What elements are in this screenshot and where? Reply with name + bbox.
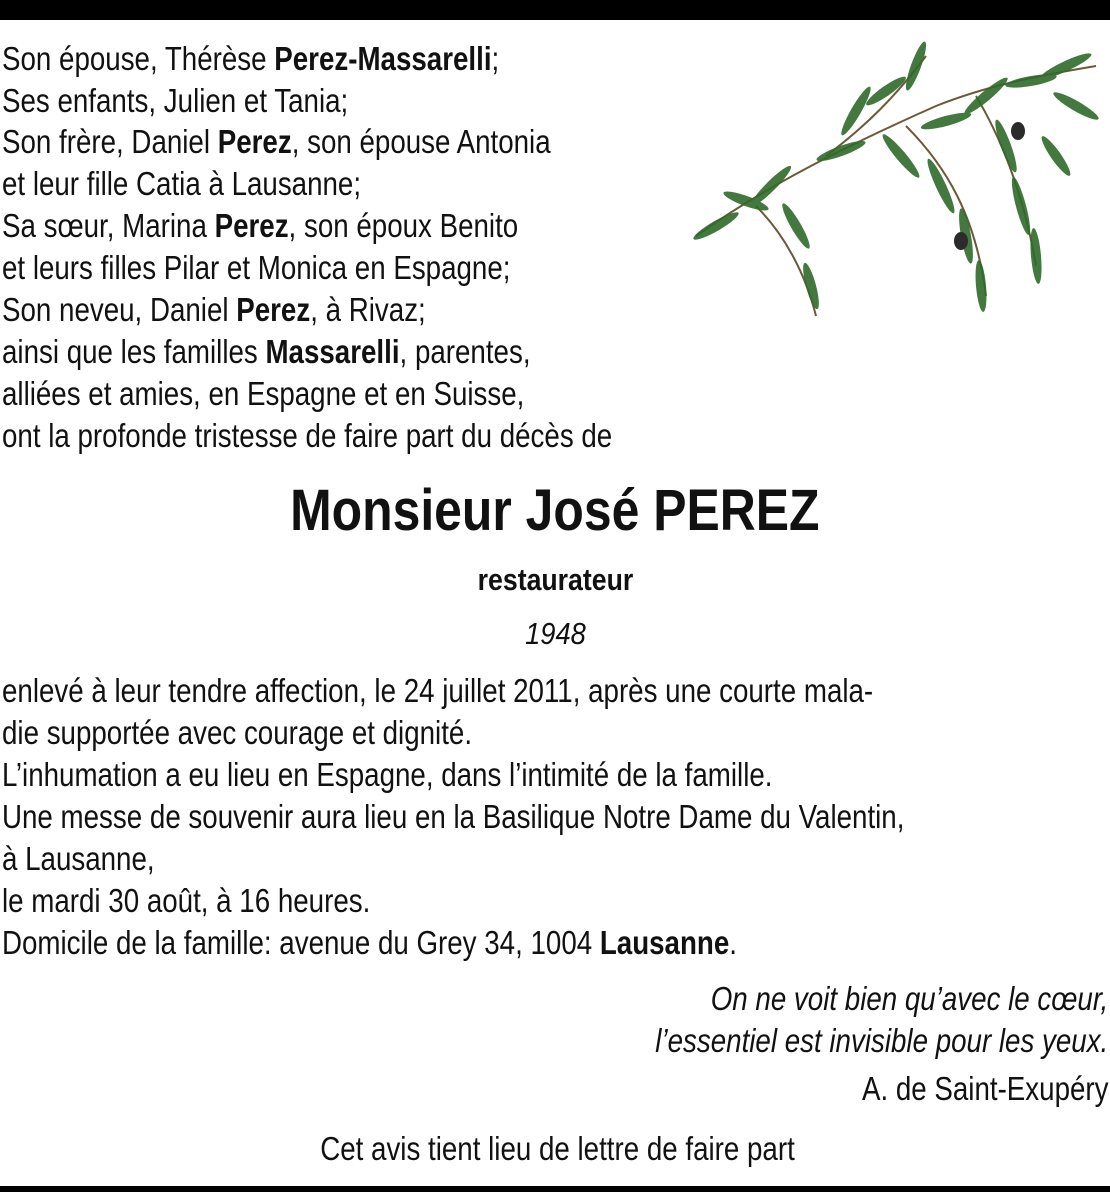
family-line-10: ont la profonde tristesse de faire part du décès de <box>2 417 613 454</box>
text-segment: Son épouse, Thérèse <box>2 40 275 77</box>
olive-branch-icon <box>676 36 1108 366</box>
text-segment: Domicile de la famille: avenue du Grey 34, 1004 <box>2 924 600 961</box>
bold-surname: Massarelli <box>265 333 400 370</box>
quote-author: A. de Saint-Exupéry <box>861 1070 1108 1107</box>
quote-line-2: l’essentiel est invisible pour les yeux. <box>655 1022 1108 1059</box>
birth-year <box>0 614 1110 654</box>
quote-line-1: On ne voit bien qu’avec le cœur, <box>710 980 1108 1017</box>
body-line-7 <box>2 922 737 964</box>
family-line-1 <box>2 38 499 80</box>
top-rule <box>0 0 1110 20</box>
body-line-5: à Lausanne, <box>2 840 155 877</box>
bold-surname: Perez <box>236 291 311 328</box>
body-line-3: L’inhumation a eu lieu en Espagne, dans l’intimité de la famille. <box>2 756 773 793</box>
text-segment: , à Rivaz; <box>310 291 426 328</box>
body-line-6: le mardi 30 août, à 16 heures. <box>2 882 371 919</box>
text-segment: . <box>729 924 737 961</box>
text-segment: Son frère, Daniel <box>2 123 218 160</box>
family-line-2: Ses enfants, Julien et Tania; <box>2 82 349 119</box>
text-segment: Sa sœur, Marina <box>2 207 215 244</box>
bold-surname: Perez <box>217 123 292 160</box>
family-line-7 <box>2 289 426 331</box>
bold-surname: Perez-Massarelli <box>274 40 492 77</box>
family-line-3 <box>2 121 551 163</box>
body-line-4: Une messe de souvenir aura lieu en la Basilique Notre Dame du Valentin, <box>2 798 905 835</box>
deceased-name <box>0 474 1110 548</box>
profession-text: restaurateur <box>477 562 633 597</box>
deceased-profession <box>0 560 1110 600</box>
family-line-5 <box>2 205 518 247</box>
footer-note <box>0 1128 1110 1170</box>
family-line-8 <box>2 331 531 373</box>
text-segment: , son épouse Antonia <box>291 123 551 160</box>
bold-city: Lausanne <box>599 924 730 961</box>
family-line-9: alliées et amies, en Espagne et en Suisse, <box>2 375 525 412</box>
text-segment: , son époux Benito <box>288 207 519 244</box>
family-line-6: et leurs filles Pilar et Monica en Espagne; <box>2 249 511 286</box>
bold-surname: Perez <box>214 207 289 244</box>
family-line-4: et leur fille Catia à Lausanne; <box>2 165 362 202</box>
text-segment: ; <box>491 40 500 77</box>
body-line-2: die supportée avec courage et dignité. <box>2 714 473 751</box>
year-text: 1948 <box>524 616 586 651</box>
footer-text: Cet avis tient lieu de lettre de faire part <box>319 1130 795 1167</box>
text-segment: , parentes, <box>399 333 531 370</box>
text-segment: ainsi que les familles <box>2 333 266 370</box>
body-line-1: enlevé à leur tendre affection, le 24 juillet 2011, après une courte mala- <box>2 672 874 709</box>
deceased-name-text: Monsieur José PEREZ <box>290 478 820 543</box>
text-segment: Son neveu, Daniel <box>2 291 237 328</box>
bottom-rule <box>0 1186 1110 1192</box>
